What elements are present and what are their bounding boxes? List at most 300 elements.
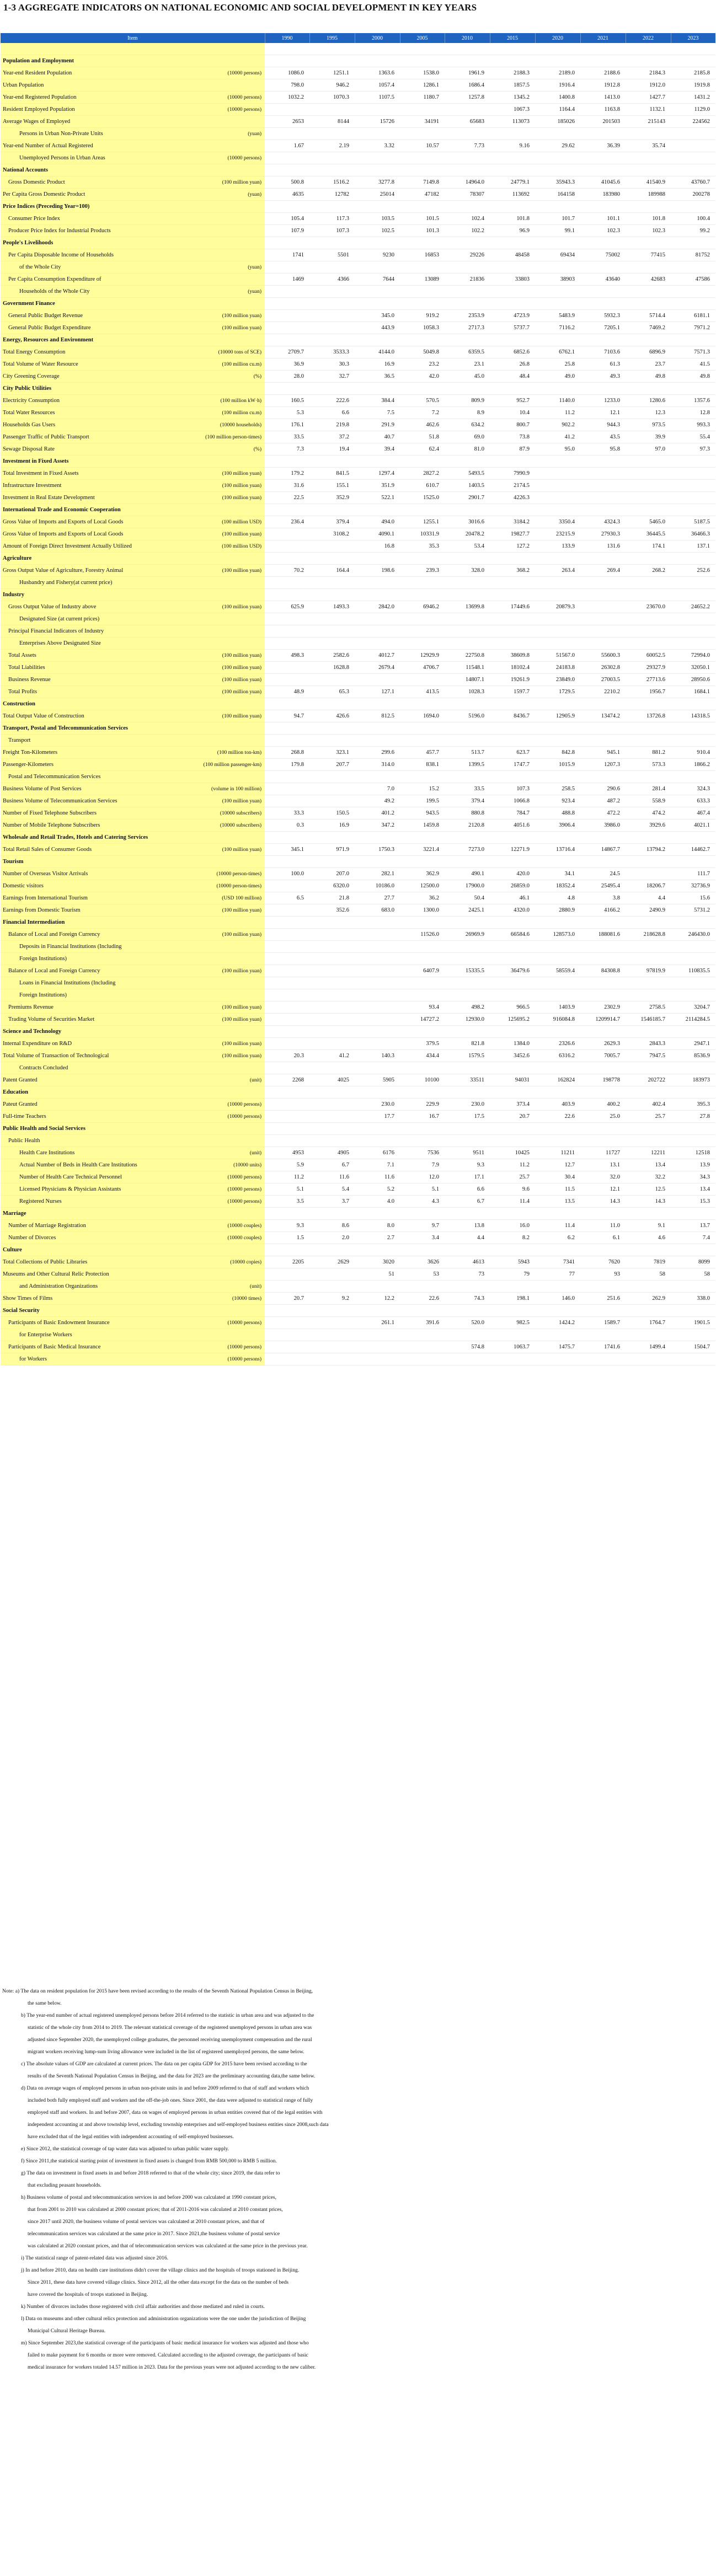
table-cell-value bbox=[445, 1135, 490, 1147]
table-cell-value: 7947.5 bbox=[626, 1050, 671, 1062]
table-cell-value: 2188.3 bbox=[490, 67, 535, 79]
table-cell-value: 13.4 bbox=[626, 1159, 671, 1171]
table-cell-value bbox=[400, 832, 445, 844]
table-cell-value: 101.8 bbox=[626, 213, 671, 225]
table-cell-value: 1086.0 bbox=[265, 67, 309, 79]
indicator-unit: (10000 tons of SCE) bbox=[162, 346, 265, 358]
table-cell-value: 19.4 bbox=[309, 443, 355, 456]
table-cell-value bbox=[535, 953, 580, 965]
column-header-year: 2010 bbox=[445, 33, 490, 43]
table-cell-value bbox=[355, 698, 400, 710]
table-cell-value: 18206.7 bbox=[626, 880, 671, 892]
table-row bbox=[1, 1050, 715, 1062]
table-cell-value: 14318.5 bbox=[671, 710, 715, 722]
table-cell-value bbox=[490, 577, 535, 589]
section-title: Government Finance bbox=[1, 298, 162, 310]
table-cell-value bbox=[355, 977, 400, 989]
table-cell-value: 345.1 bbox=[265, 844, 309, 856]
indicator-unit bbox=[162, 504, 265, 516]
table-cell-value: 179.2 bbox=[265, 468, 309, 480]
table-cell-value bbox=[535, 261, 580, 274]
table-cell-value bbox=[309, 795, 355, 807]
table-cell-value bbox=[580, 1305, 626, 1317]
table-row bbox=[1, 152, 715, 164]
table-cell-value: 23.7 bbox=[626, 358, 671, 371]
table-cell-value bbox=[535, 1086, 580, 1099]
indicator-unit: (100 million yuan) bbox=[162, 480, 265, 492]
table-cell-value: 2120.8 bbox=[445, 820, 490, 832]
table-cell-value: 14.3 bbox=[626, 1196, 671, 1208]
table-cell-value: 51567.0 bbox=[535, 650, 580, 662]
indicator-unit: (10000 persons) bbox=[162, 67, 265, 79]
indicator-label: Unemployed Persons in Urban Areas bbox=[1, 152, 162, 164]
table-cell-value bbox=[265, 1268, 309, 1281]
table-cell-value: 113692 bbox=[490, 189, 535, 201]
table-row bbox=[1, 880, 715, 892]
table-cell-value: 426.6 bbox=[309, 710, 355, 722]
table-cell-value: 1504.7 bbox=[671, 1341, 715, 1353]
table-cell-value bbox=[445, 1086, 490, 1099]
table-cell-value bbox=[445, 553, 490, 565]
table-cell-value: 2843.3 bbox=[626, 1038, 671, 1050]
table-row bbox=[1, 1183, 715, 1196]
indicator-unit: (100 million yuan) bbox=[162, 1038, 265, 1050]
table-cell-value: 41.2 bbox=[309, 1050, 355, 1062]
table-cell-value bbox=[265, 953, 309, 965]
table-cell-value: 99.2 bbox=[671, 225, 715, 237]
indicator-label: Husbandry and Fishery(at current price) bbox=[1, 577, 162, 589]
table-cell-value: 101.1 bbox=[580, 213, 626, 225]
table-cell-value bbox=[535, 1135, 580, 1147]
table-cell-value bbox=[309, 953, 355, 965]
indicator-unit: (100 million yuan) bbox=[162, 468, 265, 480]
table-cell-value: 1546185.7 bbox=[626, 1014, 671, 1026]
table-cell-value: 127.1 bbox=[355, 686, 400, 698]
table-cell-value: 34.1 bbox=[535, 868, 580, 880]
table-cell-value bbox=[309, 237, 355, 249]
table-cell-value: 6407.9 bbox=[400, 965, 445, 977]
table-cell-value: 164.4 bbox=[309, 565, 355, 577]
table-cell-value: 1180.7 bbox=[400, 92, 445, 104]
table-cell-value bbox=[626, 298, 671, 310]
table-cell-value: 467.4 bbox=[671, 807, 715, 820]
table-cell-value: 3221.4 bbox=[400, 844, 445, 856]
table-cell-value bbox=[400, 771, 445, 783]
table-cell-value bbox=[535, 298, 580, 310]
table-cell-value bbox=[580, 638, 626, 650]
table-cell-value bbox=[355, 164, 400, 176]
table-cell-value bbox=[490, 1329, 535, 1341]
indicator-label: Museums and Other Cultural Relic Protection bbox=[1, 1268, 162, 1281]
table-cell-value bbox=[309, 941, 355, 953]
table-cell-value: 11.6 bbox=[355, 1171, 400, 1183]
indicator-unit bbox=[162, 977, 265, 989]
indicator-unit: (unit) bbox=[162, 1074, 265, 1086]
table-row bbox=[1, 1074, 715, 1086]
table-cell-value: 107.3 bbox=[309, 225, 355, 237]
table-cell-value: 7536 bbox=[400, 1147, 445, 1159]
table-cell-value: 5196.0 bbox=[445, 710, 490, 722]
indicator-unit: (unit) bbox=[162, 1281, 265, 1293]
section-title: Education bbox=[1, 1086, 162, 1099]
table-cell-value: 49.8 bbox=[626, 371, 671, 383]
table-row bbox=[1, 1293, 715, 1305]
table-cell-value: 2326.6 bbox=[535, 1038, 580, 1050]
table-cell-value bbox=[265, 152, 309, 164]
indicator-unit bbox=[162, 201, 265, 213]
table-cell-value bbox=[671, 261, 715, 274]
table-cell-value bbox=[265, 1305, 309, 1317]
table-cell-value bbox=[355, 456, 400, 468]
table-cell-value: 162824 bbox=[535, 1074, 580, 1086]
table-cell-value: 215143 bbox=[626, 116, 671, 128]
table-cell-value bbox=[309, 128, 355, 140]
table-cell-value bbox=[490, 613, 535, 625]
table-cell-value: 33.5 bbox=[265, 431, 309, 443]
table-cell-value: 73.8 bbox=[490, 431, 535, 443]
table-cell-value bbox=[265, 286, 309, 298]
table-cell-value bbox=[355, 1208, 400, 1220]
indicator-unit: (100 million yuan) bbox=[162, 601, 265, 613]
table-cell-value: 26302.8 bbox=[580, 662, 626, 674]
table-cell-value bbox=[626, 286, 671, 298]
table-cell-value bbox=[490, 1353, 535, 1365]
table-cell-value bbox=[309, 310, 355, 322]
table-cell-value bbox=[400, 261, 445, 274]
table-cell-value: 1063.7 bbox=[490, 1341, 535, 1353]
table-cell-value bbox=[355, 1353, 400, 1365]
indicator-unit: (yuan) bbox=[162, 189, 265, 201]
table-cell-value: 1233.0 bbox=[580, 395, 626, 407]
section-title: Marriage bbox=[1, 1208, 162, 1220]
table-cell-value: 6946.2 bbox=[400, 601, 445, 613]
table-cell-value: 49.3 bbox=[580, 371, 626, 383]
indicator-unit: (10000 couples) bbox=[162, 1232, 265, 1244]
table-cell-value: 41045.6 bbox=[580, 176, 626, 189]
table-cell-value bbox=[626, 1026, 671, 1038]
table-cell-value: 33803 bbox=[490, 274, 535, 286]
indicator-label: Infrastructure Investment bbox=[1, 480, 162, 492]
indicator-unit: (10000 persons) bbox=[162, 152, 265, 164]
table-cell-value: 25.7 bbox=[626, 1111, 671, 1123]
indicator-label: Gross Domestic Product bbox=[1, 176, 162, 189]
indicator-label: Urban Population bbox=[1, 79, 162, 92]
table-cell-value bbox=[626, 504, 671, 516]
table-cell-value: 558.9 bbox=[626, 795, 671, 807]
indicator-unit bbox=[162, 225, 265, 237]
table-cell-value: 1747.7 bbox=[490, 759, 535, 771]
table-cell-value bbox=[580, 286, 626, 298]
indicator-label: Gross Output Value of Industry above bbox=[1, 601, 162, 613]
table-cell-value: 51 bbox=[355, 1268, 400, 1281]
table-row bbox=[1, 650, 715, 662]
table-cell-value: 3.7 bbox=[309, 1196, 355, 1208]
table-row bbox=[1, 322, 715, 334]
table-cell-value: 198.1 bbox=[490, 1293, 535, 1305]
table-row bbox=[1, 274, 715, 286]
indicator-unit bbox=[162, 1062, 265, 1074]
table-cell-value bbox=[309, 613, 355, 625]
table-cell-value: 2629 bbox=[309, 1256, 355, 1268]
section-title: International Trade and Economic Cooperation bbox=[1, 504, 162, 516]
table-cell-value bbox=[445, 1026, 490, 1038]
table-row bbox=[1, 686, 715, 698]
table-cell-value bbox=[309, 1026, 355, 1038]
table-cell-value bbox=[490, 1244, 535, 1256]
table-cell-value bbox=[400, 638, 445, 650]
section-header-row bbox=[1, 298, 715, 310]
table-cell-value bbox=[355, 1305, 400, 1317]
indicator-label: Consumer Price Index bbox=[1, 213, 162, 225]
table-cell-value bbox=[355, 941, 400, 953]
table-cell-value: 95.8 bbox=[580, 443, 626, 456]
table-cell-value: 379.4 bbox=[445, 795, 490, 807]
table-cell-value bbox=[265, 1135, 309, 1147]
table-cell-value bbox=[400, 456, 445, 468]
table-cell-value: 26969.9 bbox=[445, 929, 490, 941]
table-cell-value: 230.0 bbox=[355, 1099, 400, 1111]
table-cell-value bbox=[626, 334, 671, 346]
table-cell-value: 1857.5 bbox=[490, 79, 535, 92]
indicator-label: Per Capita Disposable Income of Households bbox=[1, 249, 162, 261]
table-cell-value: 183980 bbox=[580, 189, 626, 201]
table-cell-value: 1067.3 bbox=[490, 104, 535, 116]
table-cell-value: 6181.1 bbox=[671, 310, 715, 322]
indicator-unit: (100 million yuan) bbox=[162, 176, 265, 189]
table-cell-value bbox=[580, 832, 626, 844]
indicator-unit: (100 million ton-km) bbox=[162, 747, 265, 759]
indicator-unit: (yuan) bbox=[162, 128, 265, 140]
table-cell-value bbox=[671, 480, 715, 492]
note-line: included both fully employed staff and workers and the off-the-job ones. Since 2001, the data were adjusted to statistical range of fully bbox=[28, 2097, 313, 2103]
table-cell-value bbox=[355, 334, 400, 346]
table-cell-value: 94031 bbox=[490, 1074, 535, 1086]
table-cell-value: 8436.7 bbox=[490, 710, 535, 722]
table-cell-value: 14.3 bbox=[580, 1196, 626, 1208]
table-cell-value bbox=[580, 298, 626, 310]
table-cell-value bbox=[265, 456, 309, 468]
table-cell-value: 102.2 bbox=[445, 225, 490, 237]
table-cell-value bbox=[265, 1002, 309, 1014]
table-cell-value: 2947.1 bbox=[671, 1038, 715, 1050]
table-cell-value: 573.3 bbox=[626, 759, 671, 771]
indicator-label: Number of Divorces bbox=[1, 1232, 162, 1244]
table-cell-value: 48.4 bbox=[490, 371, 535, 383]
column-header-year: 2000 bbox=[355, 33, 400, 43]
table-cell-value: 2827.2 bbox=[400, 468, 445, 480]
table-cell-value bbox=[265, 589, 309, 601]
table-cell-value bbox=[400, 1353, 445, 1365]
table-cell-value bbox=[445, 286, 490, 298]
table-cell-value bbox=[445, 953, 490, 965]
table-cell-value: 7116.2 bbox=[535, 322, 580, 334]
indicator-label: Investment in Real Estate Development bbox=[1, 492, 162, 504]
table-cell-value: 966.5 bbox=[490, 1002, 535, 1014]
note-line: Municipal Cultural Heritage Bureau. bbox=[28, 2328, 106, 2334]
table-cell-value: 183973 bbox=[671, 1074, 715, 1086]
table-cell-value: 291.9 bbox=[355, 419, 400, 431]
section-header-row bbox=[1, 1026, 715, 1038]
table-cell-value bbox=[445, 237, 490, 249]
indicator-label: Transport bbox=[1, 735, 162, 747]
indicator-unit bbox=[162, 1135, 265, 1147]
indicator-label: Internal Expenditure on R&D bbox=[1, 1038, 162, 1050]
table-cell-value bbox=[309, 55, 355, 67]
section-header-row bbox=[1, 917, 715, 929]
indicator-unit: (10000 persons) bbox=[162, 1353, 265, 1365]
table-cell-value: 189988 bbox=[626, 189, 671, 201]
table-cell-value bbox=[490, 989, 535, 1002]
column-header-year: 1995 bbox=[309, 33, 355, 43]
table-cell-value: 62.4 bbox=[400, 443, 445, 456]
table-cell-value: 328.0 bbox=[445, 565, 490, 577]
table-cell-value: 1912.0 bbox=[626, 79, 671, 92]
table-cell-value: 3906.4 bbox=[535, 820, 580, 832]
indicator-unit bbox=[162, 334, 265, 346]
table-cell-value: 14964.0 bbox=[445, 176, 490, 189]
indicator-label: Number of Marriage Registration bbox=[1, 1220, 162, 1232]
table-cell-value: 1475.7 bbox=[535, 1341, 580, 1353]
indicator-label: Total Output Value of Construction bbox=[1, 710, 162, 722]
table-cell-value: 352.9 bbox=[309, 492, 355, 504]
table-cell-value bbox=[309, 577, 355, 589]
table-cell-value: 842.8 bbox=[535, 747, 580, 759]
table-cell-value bbox=[400, 1123, 445, 1135]
table-cell-value bbox=[535, 832, 580, 844]
table-cell-value bbox=[309, 334, 355, 346]
table-cell-value bbox=[355, 989, 400, 1002]
table-cell-value: 902.2 bbox=[535, 419, 580, 431]
table-cell-value bbox=[355, 965, 400, 977]
section-title: Price Indices (Preceding Year=100) bbox=[1, 201, 162, 213]
table-cell-value: 299.6 bbox=[355, 747, 400, 759]
table-cell-value bbox=[671, 128, 715, 140]
indicator-label: Postal and Telecommunication Services bbox=[1, 771, 162, 783]
table-cell-value bbox=[671, 1123, 715, 1135]
indicator-label: Average Wages of Employed bbox=[1, 116, 162, 128]
table-cell-value: 133.9 bbox=[535, 540, 580, 553]
table-cell-value: 2.0 bbox=[309, 1232, 355, 1244]
table-cell-value: 45.0 bbox=[445, 371, 490, 383]
table-cell-value bbox=[355, 1002, 400, 1014]
table-cell-value: 11211 bbox=[535, 1147, 580, 1159]
table-cell-value bbox=[580, 1329, 626, 1341]
page-title: 1-3 AGGREGATE INDICATORS ON NATIONAL ECONOMIC AND SOCIAL DEVELOPMENT IN KEY YEARS bbox=[3, 2, 477, 13]
table-cell-value bbox=[535, 456, 580, 468]
indicator-label: Number of Overseas Visitor Arrivals bbox=[1, 868, 162, 880]
table-cell-value bbox=[265, 638, 309, 650]
table-cell-value: 10186.0 bbox=[355, 880, 400, 892]
table-cell-value bbox=[490, 638, 535, 650]
table-cell-value: 13.8 bbox=[445, 1220, 490, 1232]
table-row bbox=[1, 1329, 715, 1341]
table-cell-value: 7.2 bbox=[400, 407, 445, 419]
indicator-unit bbox=[162, 298, 265, 310]
table-cell-value: 12929.9 bbox=[400, 650, 445, 662]
table-cell-value: 207.7 bbox=[309, 759, 355, 771]
table-cell-value: 12.3 bbox=[626, 407, 671, 419]
table-cell-value: 79 bbox=[490, 1268, 535, 1281]
table-cell-value: 13.4 bbox=[671, 1183, 715, 1196]
section-title: People's Livelihoods bbox=[1, 237, 162, 249]
indicator-label: Balance of Local and Foreign Currency bbox=[1, 929, 162, 941]
table-cell-value: 4320.0 bbox=[490, 904, 535, 917]
note-line: b) The year-end number of actual registered unemployed persons before 2014 referred to the statistic in urban area and was adjusted to the bbox=[21, 2012, 314, 2018]
indicator-unit: (100 million yuan) bbox=[162, 844, 265, 856]
table-cell-value: 55600.3 bbox=[580, 650, 626, 662]
table-cell-value: 3204.7 bbox=[671, 1002, 715, 1014]
table-cell-value: 16.7 bbox=[400, 1111, 445, 1123]
table-cell-value bbox=[580, 601, 626, 613]
table-cell-value: 7.0 bbox=[355, 783, 400, 795]
section-title: Construction bbox=[1, 698, 162, 710]
note-line: the same below. bbox=[28, 2000, 62, 2006]
table-cell-value: 10100 bbox=[400, 1074, 445, 1086]
table-cell-value bbox=[490, 128, 535, 140]
table-cell-value: 3.4 bbox=[400, 1232, 445, 1244]
table-cell-value bbox=[265, 322, 309, 334]
table-cell-value bbox=[309, 1038, 355, 1050]
table-cell-value: 111.7 bbox=[671, 868, 715, 880]
table-cell-value bbox=[265, 504, 309, 516]
table-cell-value: 93.4 bbox=[400, 1002, 445, 1014]
section-header-row bbox=[1, 1305, 715, 1317]
table-cell-value bbox=[309, 1317, 355, 1329]
table-cell-value: 6320.0 bbox=[309, 880, 355, 892]
table-cell-value: 16.9 bbox=[355, 358, 400, 371]
table-cell-value: 401.2 bbox=[355, 807, 400, 820]
table-cell-value: 1919.8 bbox=[671, 79, 715, 92]
table-cell-value: 23215.9 bbox=[535, 528, 580, 540]
table-cell-value: 945.1 bbox=[580, 747, 626, 759]
table-cell-value: 81752 bbox=[671, 249, 715, 261]
table-cell-value: 6316.2 bbox=[535, 1050, 580, 1062]
indicator-label: Loans in Financial Institutions (Including bbox=[1, 977, 162, 989]
table-cell-value: 2901.7 bbox=[445, 492, 490, 504]
table-cell-value: 25014 bbox=[355, 189, 400, 201]
table-cell-value: 2425.1 bbox=[445, 904, 490, 917]
indicator-label: Year-end Resident Population bbox=[1, 67, 162, 79]
table-cell-value: 4025 bbox=[309, 1074, 355, 1086]
table-cell-value: 47182 bbox=[400, 189, 445, 201]
table-cell-value: 110835.5 bbox=[671, 965, 715, 977]
indicator-unit: (100 million yuan) bbox=[162, 322, 265, 334]
table-cell-value bbox=[265, 929, 309, 941]
table-cell-value: 434.4 bbox=[400, 1050, 445, 1062]
table-cell-value bbox=[580, 856, 626, 868]
indicator-unit: (100 million yuan) bbox=[162, 904, 265, 917]
table-cell-value bbox=[355, 577, 400, 589]
table-cell-value: 9.16 bbox=[490, 140, 535, 152]
table-cell-value: 102.4 bbox=[445, 213, 490, 225]
table-cell-value: 2758.5 bbox=[626, 1002, 671, 1014]
table-cell-value bbox=[400, 917, 445, 929]
table-cell-value bbox=[355, 613, 400, 625]
table-cell-value: 26859.0 bbox=[490, 880, 535, 892]
table-cell-value bbox=[265, 310, 309, 322]
table-cell-value bbox=[445, 613, 490, 625]
table-cell-value: 2174.5 bbox=[490, 480, 535, 492]
indicator-label: Participants of Basic Endowment Insurance bbox=[1, 1317, 162, 1329]
table-cell-value: 7469.2 bbox=[626, 322, 671, 334]
table-cell-value bbox=[626, 638, 671, 650]
table-cell-value bbox=[355, 1329, 400, 1341]
indicators-table-container[interactable] bbox=[1, 33, 715, 1979]
table-cell-value bbox=[445, 989, 490, 1002]
table-cell-value bbox=[445, 941, 490, 953]
table-cell-value: 5.2 bbox=[355, 1183, 400, 1196]
indicator-unit: (10000 person-times) bbox=[162, 868, 265, 880]
